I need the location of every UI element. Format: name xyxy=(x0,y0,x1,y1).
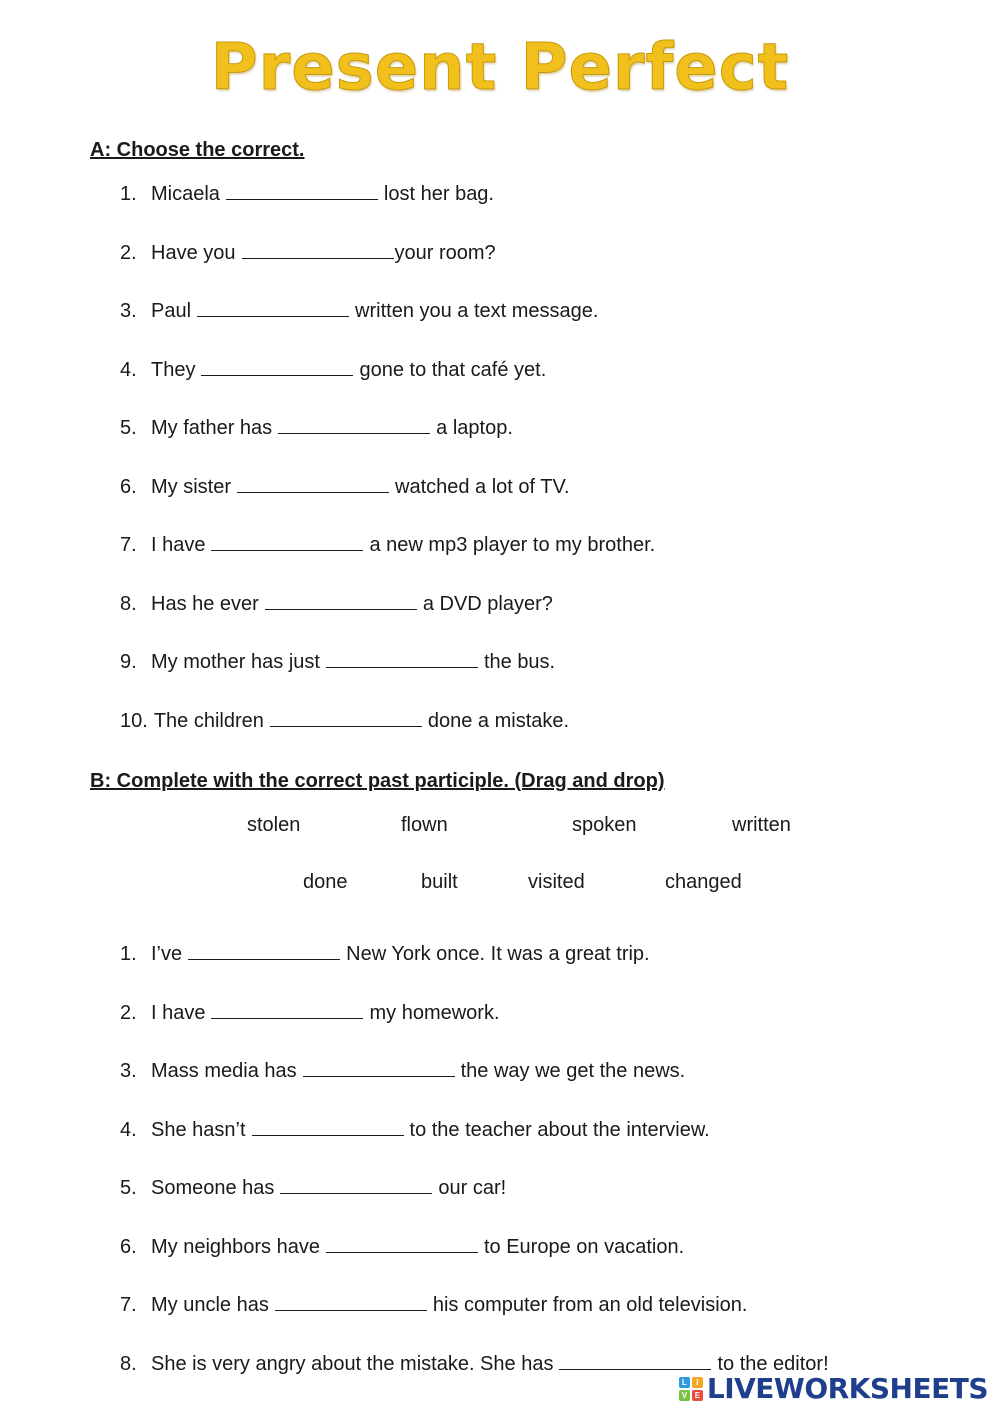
exercise-item xyxy=(120,649,655,674)
item-text-before: I have xyxy=(151,1001,206,1024)
item-number: 3. xyxy=(120,1060,137,1082)
logo-mark-icon xyxy=(679,1377,703,1401)
item-number: 8. xyxy=(120,592,137,615)
item-text-before: Mass media has xyxy=(151,1060,297,1082)
logo-mark-letter: V xyxy=(679,1390,690,1401)
answer-blank[interactable] xyxy=(275,1292,427,1311)
item-number: 2. xyxy=(120,241,137,264)
exercise-item xyxy=(120,1058,829,1083)
exercise-item xyxy=(120,1175,829,1200)
item-number: 1. xyxy=(120,943,137,965)
item-text-after: watched a lot of TV. xyxy=(395,475,570,498)
item-text-after: the bus. xyxy=(483,651,556,673)
item-number: 4. xyxy=(120,358,137,381)
answer-blank[interactable] xyxy=(188,941,340,960)
page-title: Present Perfect xyxy=(210,31,790,105)
item-text-after: a laptop. xyxy=(436,417,513,439)
item-number: 5. xyxy=(120,417,137,439)
item-number: 9. xyxy=(120,651,137,673)
answer-blank[interactable] xyxy=(197,298,349,317)
answer-blank[interactable] xyxy=(270,708,422,727)
answer-blank[interactable] xyxy=(278,415,430,434)
item-text-after: lost her bag. xyxy=(383,183,494,205)
item-text-before: Someone has xyxy=(151,1177,275,1199)
item-text-before: My neighbors have xyxy=(151,1235,320,1258)
item-text-before: Micaela xyxy=(151,183,220,205)
answer-blank[interactable] xyxy=(211,532,363,551)
word-bank-item[interactable]: written xyxy=(732,814,791,836)
word-bank-item[interactable]: flown xyxy=(401,814,448,836)
answer-blank[interactable] xyxy=(326,1234,478,1253)
logo-mark-letter: L xyxy=(679,1377,690,1388)
answer-blank[interactable] xyxy=(303,1058,455,1077)
item-text-after: to the teacher about the interview. xyxy=(409,1118,710,1141)
item-text-after: gone to that café yet. xyxy=(359,358,547,381)
section-b-list xyxy=(120,941,829,1376)
item-text-after: his computer from an old television. xyxy=(432,1294,748,1316)
exercise-item xyxy=(120,1292,829,1317)
item-text-after: the way we get the news. xyxy=(460,1060,686,1082)
item-text-after: a DVD player? xyxy=(422,592,553,615)
item-text-after: written you a text message. xyxy=(355,300,599,322)
item-text-before: The children xyxy=(153,709,264,732)
item-number: 10. xyxy=(120,709,148,732)
item-text-before: Paul xyxy=(151,300,192,322)
word-bank-item[interactable]: stolen xyxy=(247,814,301,836)
item-number: 3. xyxy=(120,300,137,322)
item-text-before: They xyxy=(151,358,196,381)
item-text-after: to the editor! xyxy=(717,1352,829,1375)
item-number: 6. xyxy=(120,1235,137,1258)
item-number: 4. xyxy=(120,1118,137,1141)
answer-blank[interactable] xyxy=(237,474,389,493)
item-text-before: Has he ever xyxy=(151,592,259,615)
item-text-before: Have you xyxy=(151,241,236,264)
exercise-item xyxy=(120,591,655,616)
item-text-before: I’ve xyxy=(151,943,183,965)
answer-blank[interactable] xyxy=(226,181,378,200)
item-text-before: She is very angry about the mistake. She has xyxy=(151,1352,554,1375)
answer-blank[interactable] xyxy=(242,240,394,259)
logo-text: LIVEWORKSHEETS xyxy=(706,1372,988,1405)
item-number: 6. xyxy=(120,475,137,498)
item-text-after: to Europe on vacation. xyxy=(483,1235,685,1258)
item-text-after: done a mistake. xyxy=(427,709,570,732)
item-number: 2. xyxy=(120,1001,137,1024)
exercise-item xyxy=(120,298,655,323)
item-text-after: your room? xyxy=(394,241,496,264)
word-bank-item[interactable]: built xyxy=(421,871,458,893)
exercise-item xyxy=(120,708,655,733)
exercise-item xyxy=(120,1117,829,1142)
item-text-before: My sister xyxy=(151,475,231,498)
answer-blank[interactable] xyxy=(280,1175,432,1194)
item-text-before: I have xyxy=(151,534,206,556)
section-a-heading: A: Choose the correct. xyxy=(90,139,305,161)
answer-blank[interactable] xyxy=(326,649,478,668)
exercise-item xyxy=(120,1234,829,1259)
logo-mark-letter: I xyxy=(692,1377,703,1388)
item-text-after: a new mp3 player to my brother. xyxy=(369,534,656,556)
answer-blank[interactable] xyxy=(211,1000,363,1019)
item-number: 1. xyxy=(120,183,137,205)
item-number: 7. xyxy=(120,1294,137,1316)
exercise-item xyxy=(120,181,655,206)
exercise-item xyxy=(120,415,655,440)
word-bank-item[interactable]: visited xyxy=(528,871,585,893)
exercise-item xyxy=(120,474,655,499)
answer-blank[interactable] xyxy=(559,1351,711,1370)
answer-blank[interactable] xyxy=(201,357,353,376)
item-text-before: My uncle has xyxy=(151,1294,269,1316)
item-text-before: My father has xyxy=(151,417,273,439)
item-text-before: My mother has just xyxy=(151,651,320,673)
item-text-before: She hasn’t xyxy=(151,1118,246,1141)
answer-blank[interactable] xyxy=(265,591,417,610)
item-text-after: New York once. It was a great trip. xyxy=(346,943,650,965)
word-bank-item[interactable]: spoken xyxy=(572,814,637,836)
word-bank-item[interactable]: changed xyxy=(665,871,742,893)
item-text-after: our car! xyxy=(438,1177,507,1199)
word-bank-item[interactable]: done xyxy=(303,871,348,893)
item-number: 7. xyxy=(120,534,137,556)
item-number: 8. xyxy=(120,1352,137,1375)
liveworksheets-logo xyxy=(679,1372,988,1405)
answer-blank[interactable] xyxy=(252,1117,404,1136)
exercise-item xyxy=(120,941,829,966)
item-text-after: my homework. xyxy=(369,1001,500,1024)
section-a-list xyxy=(120,181,655,733)
exercise-item xyxy=(120,357,655,382)
exercise-item xyxy=(120,532,655,557)
section-b-heading: B: Complete with the correct past participle. (Drag and drop) xyxy=(90,770,665,792)
exercise-item xyxy=(120,1000,829,1025)
item-number: 5. xyxy=(120,1177,137,1199)
exercise-item xyxy=(120,240,655,265)
logo-mark-letter: E xyxy=(692,1390,703,1401)
